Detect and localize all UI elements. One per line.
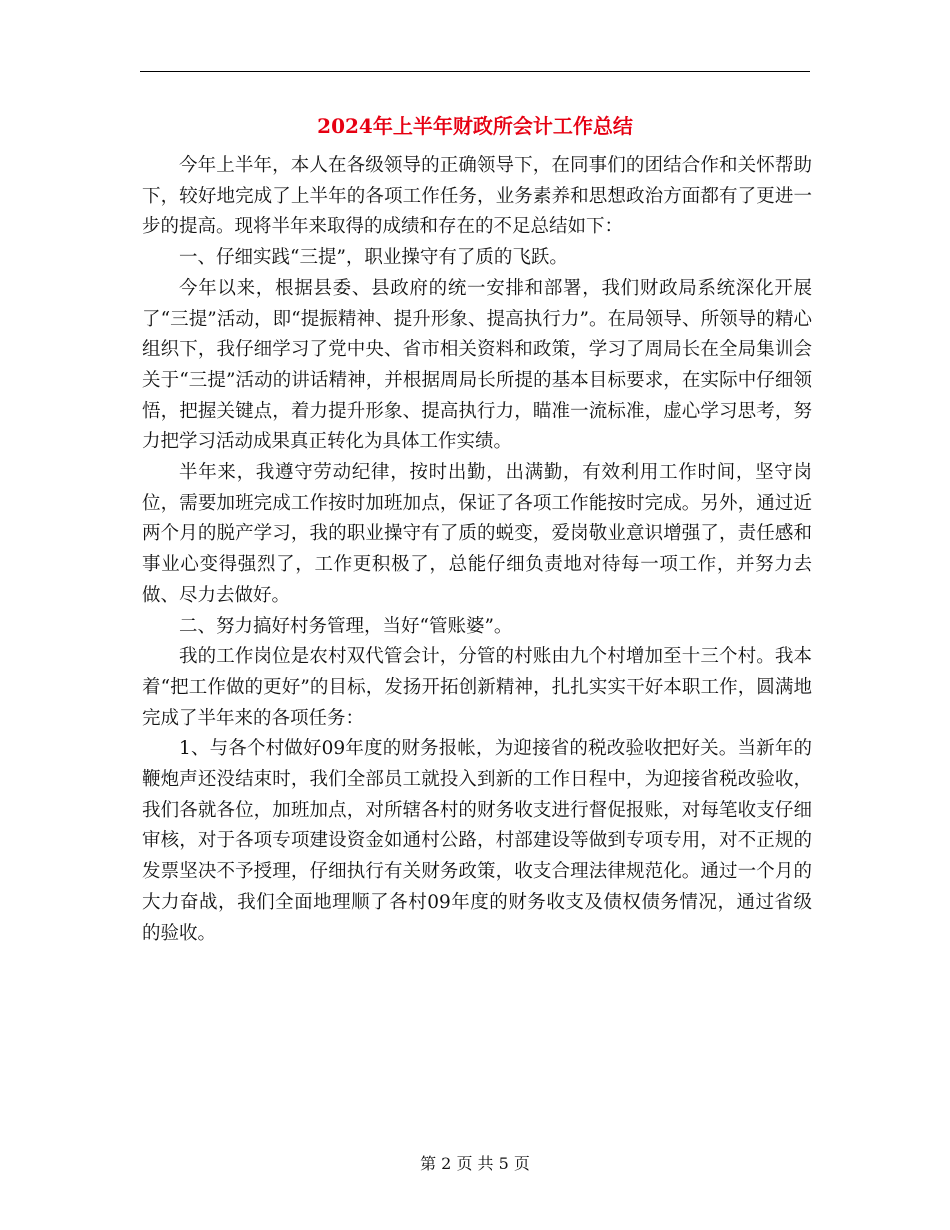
paragraph-village-accounts: 我的工作岗位是农村双代管会计，分管的村账由九个村增加至十三个村。我本着“把工作做的更好”的目标，发扬开拓创新精神，扎扎实实干好本职工作，圆满地完成了半年来的各项任务： <box>142 646 812 729</box>
section-heading-1: 一、仔细实践“三提”，职业操守有了质的飞跃。 <box>179 247 568 269</box>
paragraph-san-ti: 今年以来，根据县委、县政府的统一安排和部署，我们财政局系统深化开展了“三提”活动，即“提振精神、提升形象、提高执行力”。在局领导、所领导的精心组织下，我仔细学习了党中央、省市相关资料和政策，学习了周局长在全局集训会关于“三提”活动的讲话精神，并根据周局长所提的基本目标要求，在实际中仔细领悟，把握关键点，着力提升形象、提高执行力，瞄准一流标准，虚心学习思考，努力把学习活动成果真正转化为具体工作实绩。 <box>142 277 812 453</box>
document-body <box>142 151 812 949</box>
document-title: 2024年上半年财政所会计工作总结 <box>317 114 633 138</box>
paragraph-discipline: 半年来，我遵守劳动纪律，按时出勤，出满勤，有效利用工作时间，坚守岗位，需要加班完成工作按时加班加点，保证了各项工作能按时完成。另外，通过近两个月的脱产学习，我的职业操守有了质的蜕变，爱岗敬业意识增强了，责任感和事业心变得强烈了，工作更积极了，总能仔细负责地对待每一项工作，并努力去做、尽力去做好。 <box>142 462 812 606</box>
section-heading-2: 二、努力搞好村务管理，当好“管账婆”。 <box>179 615 513 637</box>
page-number: 第 2 页 共 5 页 <box>420 1154 530 1173</box>
paragraph-item-1: 1、与各个村做好09年度的财务报帐，为迎接省的税改验收把好关。当新年的鞭炮声还没结束时，我们全部员工就投入到新的工作日程中，为迎接省税改验收，我们各就各位，加班加点，对所辖各村的财务收支进行督促报账，对每笔收支仔细审核，对于各项专项建设资金如通村公路，村部建设等做到专项专用，对不正规的发票坚决不予授理，仔细执行有关财务政策，收支合理法律规范化。通过一个月的大力奋战，我们全面地理顺了各村09年度的财务收支及债权债务情况，通过省级的验收。 <box>142 738 812 944</box>
header-rule <box>140 71 810 72</box>
paragraph-intro: 今年上半年，本人在各级领导的正确领导下，在同事们的团结合作和关怀帮助下，较好地完成了上半年的各项工作任务，业务素养和思想政治方面都有了更进一步的提高。现将半年来取得的成绩和存在的不足总结如下： <box>142 155 812 238</box>
